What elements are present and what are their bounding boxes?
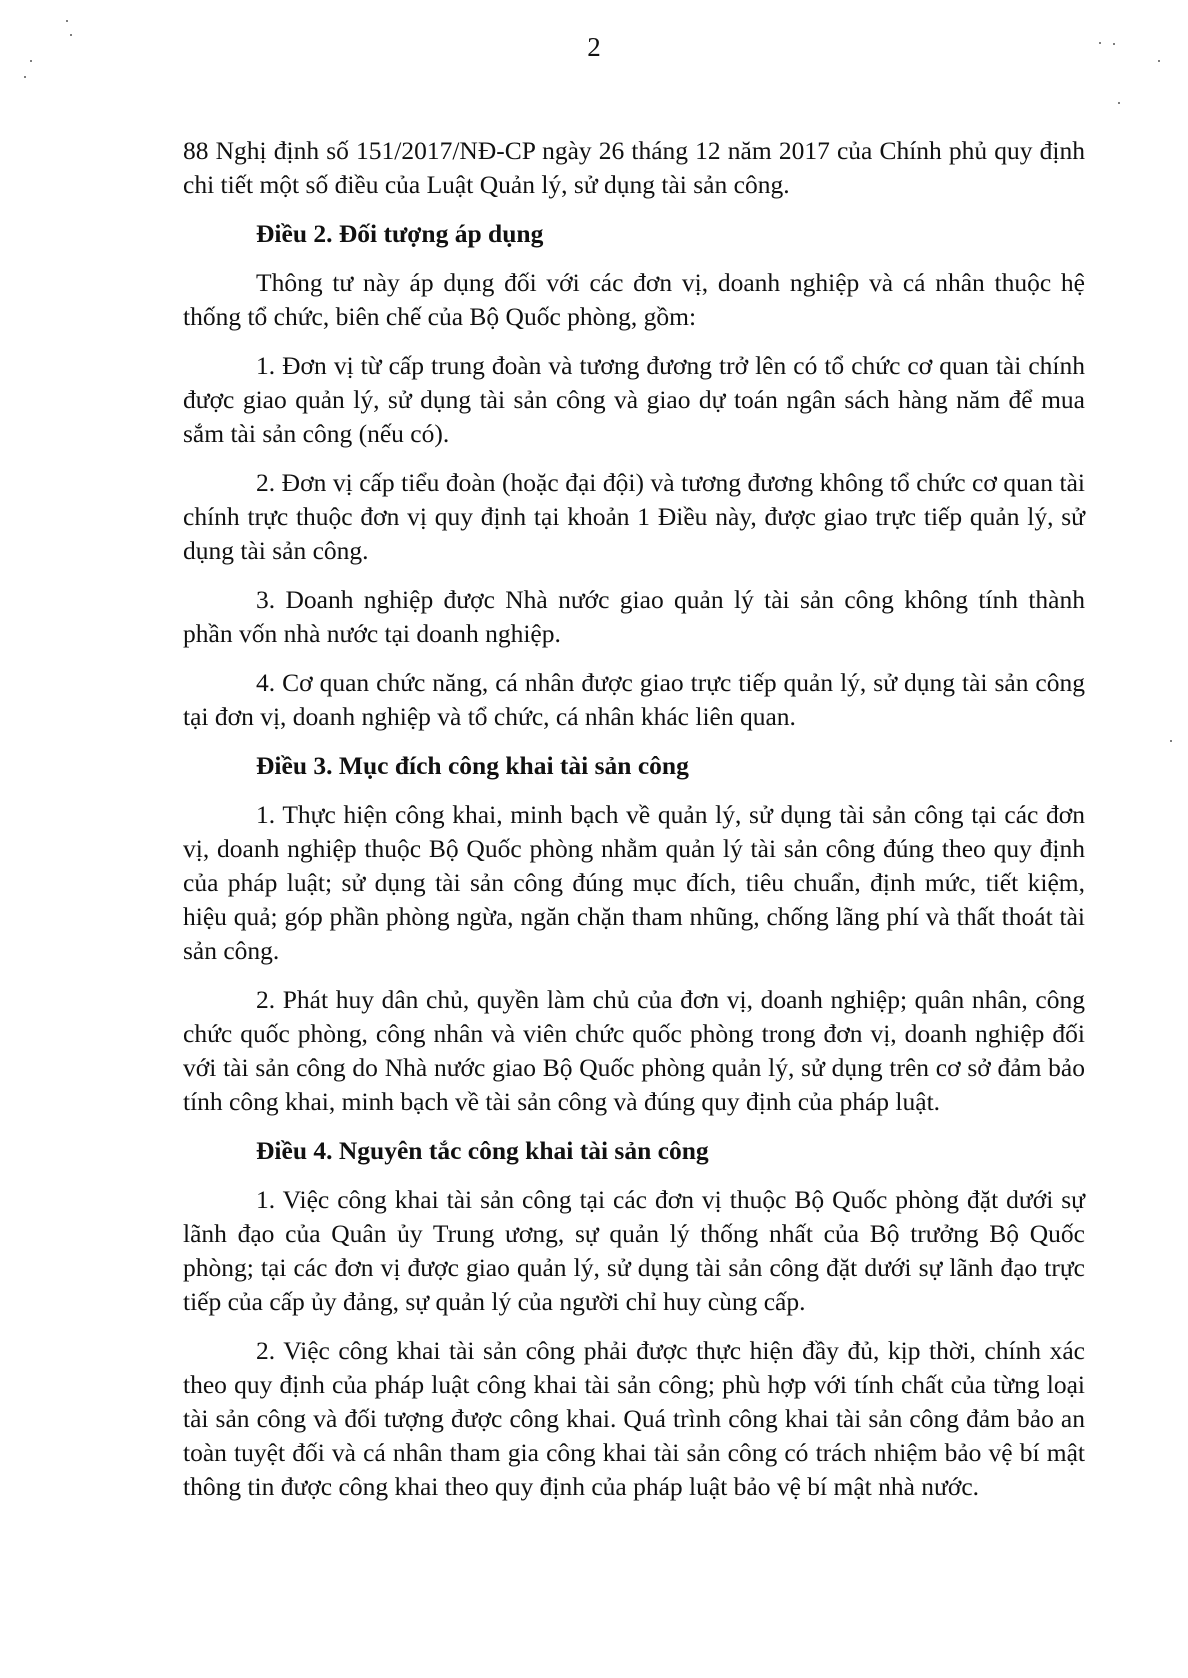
intro-paragraph: 88 Nghị định số 151/2017/NĐ-CP ngày 26 tháng 12 năm 2017 của Chính phủ quy định chi tiết một số điều của Luật Quản lý, sử dụng tài sản công. — [183, 136, 1085, 199]
scan-speck — [24, 76, 26, 78]
article-paragraph: 4. Cơ quan chức năng, cá nhân được giao trực tiếp quản lý, sử dụng tài sản công tại đơn vị, doanh nghiệp và tổ chức, cá nhân khác liên quan. — [183, 668, 1085, 731]
article-paragraph: 1. Thực hiện công khai, minh bạch về quản lý, sử dụng tài sản công tại các đơn vị, doanh nghiệp thuộc Bộ Quốc phòng nhằm quản lý tài sản công đúng theo quy định của pháp luật; sử dụng tài sản công đúng mục đích, tiêu chuẩn, định mức, tiết kiệm, hiệu quả; góp phần phòng ngừa, ngăn chặn tham nhũng, chống lãng phí và thất thoát tài sản công. — [183, 800, 1085, 965]
scan-speck — [66, 20, 68, 22]
article-paragraph: 1. Đơn vị từ cấp trung đoàn và tương đương trở lên có tổ chức cơ quan tài chính được giao quản lý, sử dụng tài sản công và giao dự toán ngân sách hàng năm để mua sắm tài sản công (nếu có). — [183, 351, 1085, 448]
scan-speck — [1170, 740, 1172, 742]
article-heading: Điều 3. Mục đích công khai tài sản công — [256, 751, 689, 780]
article-paragraph: 1. Việc công khai tài sản công tại các đơn vị thuộc Bộ Quốc phòng đặt dưới sự lãnh đạo của Quân ủy Trung ương, sự quản lý thống nhất của Bộ trưởng Bộ Quốc phòng; tại các đơn vị được giao quản lý, sử dụng tài sản công đặt dưới sự lãnh đạo trực tiếp của cấp ủy đảng, sự quản lý của người chỉ huy cùng cấp. — [183, 1185, 1085, 1316]
article-2 — [183, 217, 1085, 734]
article-paragraph: 2. Đơn vị cấp tiểu đoàn (hoặc đại đội) và tương đương không tổ chức cơ quan tài chính trực thuộc đơn vị quy định tại khoản 1 Điều này, được giao trực tiếp quản lý, sử dụng tài sản công. — [183, 468, 1085, 565]
article-4 — [183, 1134, 1085, 1504]
article-paragraph: 2. Việc công khai tài sản công phải được thực hiện đầy đủ, kịp thời, chính xác theo quy định của pháp luật công khai tài sản công; phù hợp với tính chất của từng loại tài sản công và đối tượng được công khai. Quá trình công khai tài sản công đảm bảo an toàn tuyệt đối và cá nhân tham gia công khai tài sản công có trách nhiệm bảo vệ bí mật thông tin được công khai theo quy định của pháp luật bảo vệ bí mật nhà nước. — [183, 1336, 1085, 1501]
article-heading: Điều 4. Nguyên tắc công khai tài sản công — [256, 1136, 709, 1165]
document-body — [183, 134, 1085, 1519]
page-number: 2 — [587, 32, 601, 62]
article-3 — [183, 749, 1085, 1119]
article-paragraph: 2. Phát huy dân chủ, quyền làm chủ của đơn vị, doanh nghiệp; quân nhân, công chức quốc phòng, công nhân và viên chức quốc phòng trong đơn vị, doanh nghiệp đối với tài sản công do Nhà nước giao Bộ Quốc phòng quản lý, sử dụng trên cơ sở đảm bảo tính công khai, minh bạch về tài sản công và đúng quy định của pháp luật. — [183, 985, 1085, 1116]
article-paragraph: 3. Doanh nghiệp được Nhà nước giao quản lý tài sản công không tính thành phần vốn nhà nước tại doanh nghiệp. — [183, 585, 1085, 648]
article-heading: Điều 2. Đối tượng áp dụng — [256, 219, 544, 248]
article-paragraph: Thông tư này áp dụng đối với các đơn vị, doanh nghiệp và cá nhân thuộc hệ thống tổ chức, biên chế của Bộ Quốc phòng, gồm: — [183, 268, 1085, 331]
scan-speck — [1118, 102, 1120, 104]
